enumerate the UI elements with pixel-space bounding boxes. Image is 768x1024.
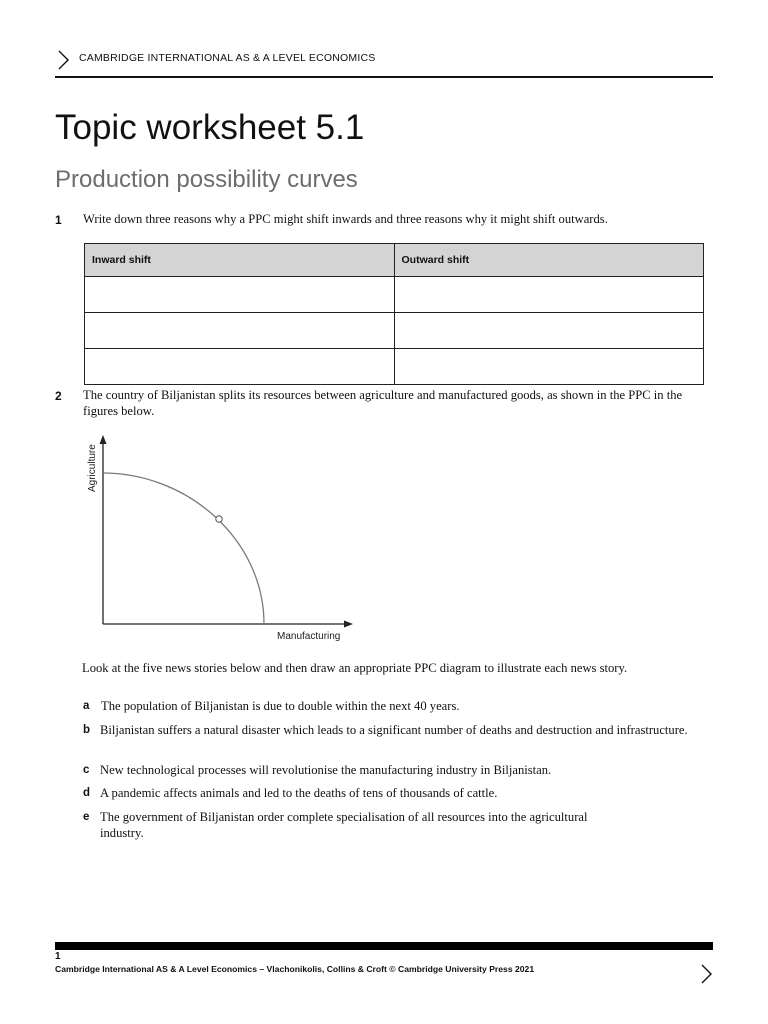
table-cell[interactable] — [394, 349, 704, 385]
header-rule — [55, 76, 713, 78]
part-e-text: The government of Biljanistan order complete specialisation of all resources into the agricultural industry. — [100, 810, 588, 840]
table-row — [85, 277, 704, 313]
table-header-inward: Inward shift — [85, 244, 395, 277]
page-number: 1 — [55, 951, 61, 962]
page-subtitle: Production possibility curves — [55, 166, 358, 193]
ppc-chart — [80, 432, 370, 647]
table-cell[interactable] — [85, 277, 395, 313]
table-cell[interactable] — [85, 313, 395, 349]
question-2-text: The country of Biljanistan splits its resources between agriculture and manufactured goods, as shown in the PPC in the figures below. — [83, 388, 683, 418]
table-cell[interactable] — [394, 313, 704, 349]
part-c-letter: c — [83, 764, 90, 776]
chevron-right-icon — [56, 50, 72, 70]
question-2-number: 2 — [55, 389, 62, 403]
question-2-instruction: Look at the five news stories below and then draw an appropriate PPC diagram to illustrate each news story. — [82, 661, 628, 675]
ppc-point — [216, 516, 222, 522]
footer-copyright: Cambridge International AS & A Level Economics – Vlachonikolis, Collins & Croft © Cambridge University Press 2021 — [55, 964, 535, 974]
part-b-text: Biljanistan suffers a natural disaster which leads to a significant number of deaths and destruction and infrastructure. — [100, 723, 688, 737]
question-1-text: Write down three reasons why a PPC might shift inwards and three reasons why it might shift outwards. — [83, 212, 608, 226]
x-axis-label: Manufacturing — [277, 631, 341, 642]
table-row — [85, 313, 704, 349]
part-d-letter: d — [83, 787, 91, 799]
part-a-text: The population of Biljanistan is due to double within the next 40 years. — [101, 699, 460, 713]
table-header-outward: Outward shift — [394, 244, 704, 277]
shift-table — [84, 243, 704, 385]
question-1-number: 1 — [55, 213, 62, 227]
header-title: CAMBRIDGE INTERNATIONAL AS & A LEVEL ECONOMICS — [79, 52, 376, 64]
table-cell[interactable] — [394, 277, 704, 313]
chevron-right-icon[interactable] — [700, 963, 714, 985]
page-title: Topic worksheet 5.1 — [55, 108, 365, 147]
y-axis-label: Agriculture — [87, 444, 98, 492]
table-row — [85, 349, 704, 385]
part-a-letter: a — [83, 700, 90, 712]
part-c-text: New technological processes will revolutionise the manufacturing industry in Biljanistan. — [100, 763, 552, 777]
part-d-text: A pandemic affects animals and led to the deaths of tens of thousands of cattle. — [100, 786, 498, 800]
part-b-letter: b — [83, 724, 91, 736]
table-cell[interactable] — [85, 349, 395, 385]
footer-rule — [55, 942, 713, 950]
part-e-letter: e — [83, 811, 90, 823]
